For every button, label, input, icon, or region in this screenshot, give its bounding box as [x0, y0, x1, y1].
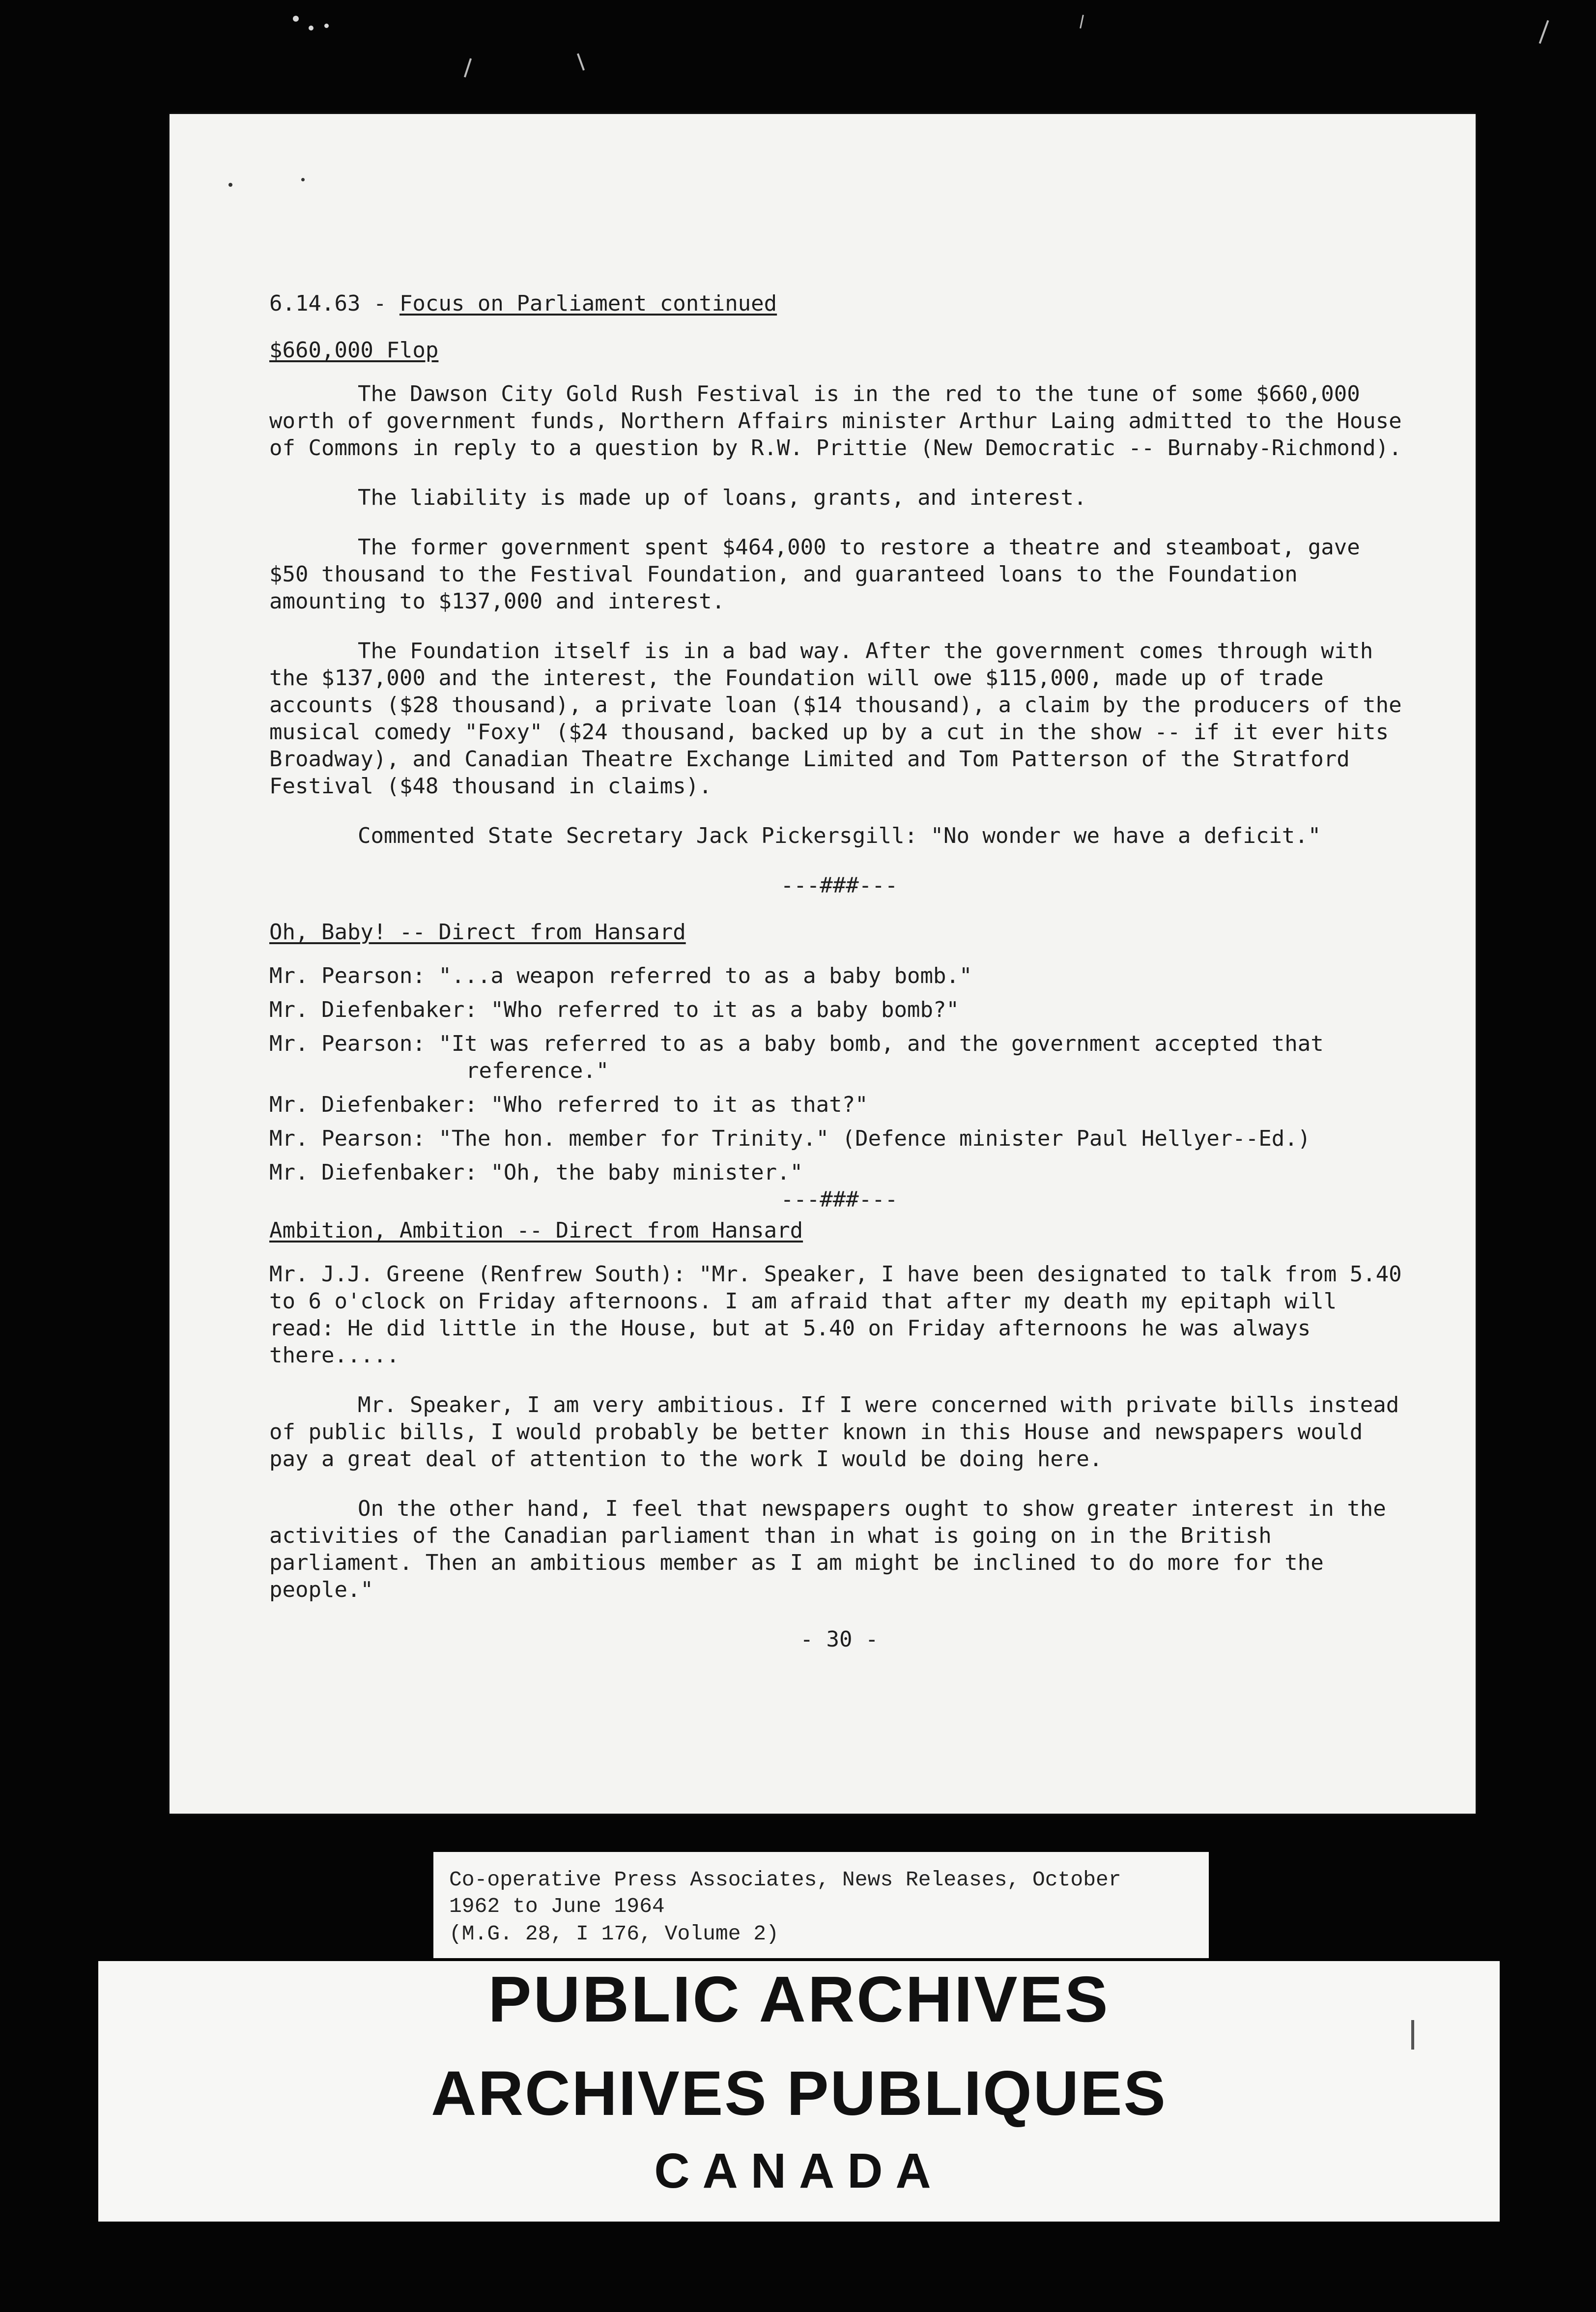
dialogue-line	[269, 996, 1409, 1023]
paper-speck	[228, 183, 232, 187]
dialogue-speaker: Mr. Diefenbaker:	[269, 997, 478, 1022]
page-header	[269, 290, 1409, 317]
section-title-ambition: Ambition, Ambition -- Direct from Hansard	[269, 1218, 803, 1243]
header-date: 6.14.63	[269, 291, 361, 316]
section-separator: ---###---	[780, 1187, 898, 1212]
section-title-oh-baby: Oh, Baby! -- Direct from Hansard	[269, 920, 686, 945]
banner-mark	[1411, 2020, 1414, 2050]
paragraph: The Foundation itself is in a bad way. After the government comes through with the $137,000 and the interest, the Foundation will owe $115,000, made up of trade accounts ($28 thousand), a private loan ($14 thousand), a claim by the producers of the musical comedy "Foxy" ($24 thousand, backed up by a cut in the show -- if it ever hits Broadway), and Canadian Theatre Exchange Limited and Tom Patterson of the Stratford Festival ($48 thousand in claims).	[269, 638, 1402, 799]
dialogue-line	[269, 1091, 1409, 1118]
label-line: (M.G. 28, I 176, Volume 2)	[449, 1922, 779, 1946]
paragraph: Commented State Secretary Jack Pickersgill: "No wonder we have a deficit."	[358, 823, 1321, 848]
scan-speck	[293, 16, 299, 22]
archive-reference-label	[433, 1852, 1209, 1958]
scan-mark	[577, 53, 585, 70]
dialogue-speaker: Mr. Pearson:	[269, 963, 426, 988]
archive-banner	[98, 1961, 1500, 2222]
scan-mark	[1539, 20, 1549, 44]
paragraph: On the other hand, I feel that newspapers ought to show greater interest in the activities of the Canadian parliament than in what is going on in the British parliament. Then an ambitious member as I am might be inclined to do more for the people."	[269, 1496, 1386, 1602]
paragraph: Mr. J.J. Greene (Renfrew South): "Mr. Speaker, I have been designated to talk from 5.40 to 6 o'clock on Friday afternoons. I am afraid that after my death my epitaph will read: He did little in the House, but at 5.40 on Friday afternoons he was always there.....	[269, 1262, 1402, 1368]
dialogue-line	[269, 1159, 1409, 1186]
scan-mark	[464, 58, 472, 77]
scan-speck	[309, 26, 314, 30]
dialogue-text: "Who referred to it as that?"	[490, 1092, 868, 1117]
dialogue-line	[269, 1125, 1409, 1152]
scan-speck	[324, 24, 329, 28]
paragraph: Mr. Speaker, I am very ambitious. If I were concerned with private bills instead of public bills, I would probably be better known in this House and newspapers would pay a great deal of attention to the work I would be doing here.	[269, 1392, 1399, 1472]
page-number: - 30 -	[800, 1627, 879, 1652]
dialogue-speaker: Mr. Pearson:	[269, 1031, 426, 1056]
paragraph: The former government spent $464,000 to restore a theatre and steamboat, gave $50 thousand to the Festival Foundation, and guaranteed loans to the Foundation amounting to $137,000 and interest.	[269, 535, 1360, 614]
paper-speck	[301, 178, 305, 181]
section-separator: ---###---	[780, 873, 898, 898]
banner-line-country: CANADA	[654, 2143, 944, 2198]
section-title-flop: $660,000 Flop	[269, 338, 439, 363]
label-line: Co-operative Press Associates, News Releases, October	[449, 1868, 1121, 1892]
paragraph: The liability is made up of loans, grants, and interest.	[358, 485, 1087, 510]
header-separator: -	[373, 291, 387, 316]
dialogue-speaker: Mr. Pearson:	[269, 1126, 426, 1151]
document-text	[269, 290, 1409, 1653]
dialogue-line	[269, 1030, 1409, 1084]
banner-line-french: ARCHIVES PUBLIQUES	[431, 2058, 1167, 2129]
dialogue-text: "Oh, the baby minister."	[490, 1160, 803, 1185]
dialogue-text: "...a weapon referred to as a baby bomb."	[438, 963, 972, 988]
scan-mark	[1080, 15, 1084, 29]
header-title: Focus on Parliament continued	[399, 291, 777, 316]
dialogue-speaker: Mr. Diefenbaker:	[269, 1160, 478, 1185]
dialogue-speaker: Mr. Diefenbaker:	[269, 1092, 478, 1117]
paragraph: The Dawson City Gold Rush Festival is in the red to the tune of some $660,000 worth of government funds, Northern Affairs minister Arthur Laing admitted to the House of Commons in reply to a question by R.W. Prittie (New Democratic -- Burnaby-Richmond).	[269, 381, 1402, 461]
dialogue-text: "Who referred to it as a baby bomb?"	[490, 997, 959, 1022]
dialogue-line	[269, 962, 1409, 989]
dialogue-text: "It was referred to as a baby bomb, and the government accepted that reference."	[438, 1031, 1324, 1083]
dialogue-text: "The hon. member for Trinity." (Defence minister Paul Hellyer--Ed.)	[438, 1126, 1311, 1151]
label-line: 1962 to June 1964	[449, 1894, 665, 1918]
banner-line-english: PUBLIC ARCHIVES	[488, 1963, 1110, 2035]
